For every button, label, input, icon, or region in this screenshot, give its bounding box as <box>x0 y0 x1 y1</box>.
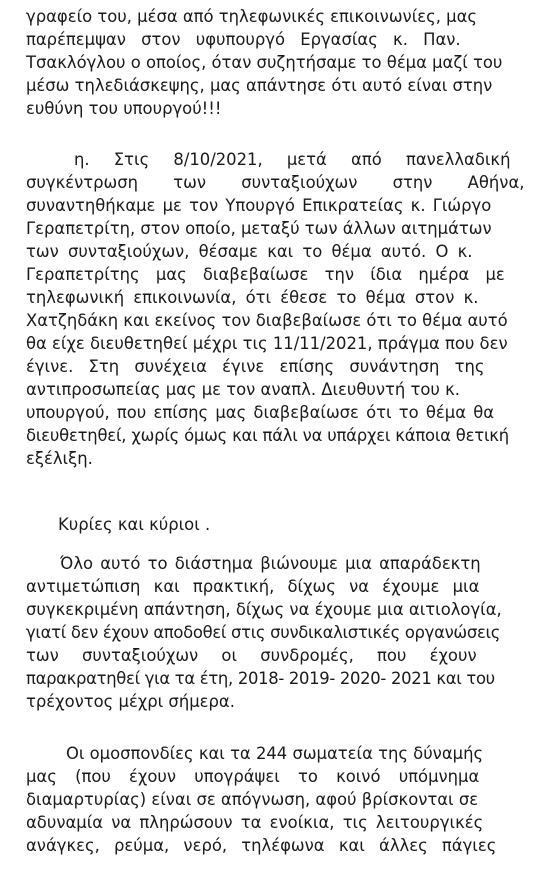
text-line-content: των συνταξιούχων οι συνδρομές, που έχουν <box>26 646 477 665</box>
text-line-content: διευθετηθεί, χωρίς όμως και πάλι να υπάρχει κάποια θετική <box>26 426 509 445</box>
text-line <box>0 598 537 621</box>
text-line-content: των συνταξιούχων, θέσαμε και το θέμα αυτό. Ο κ. <box>26 242 473 261</box>
text-line <box>0 742 537 765</box>
text-line-content: Οι ομοσπονδίες και τα 244 σωματεία της δύναμής <box>66 744 484 763</box>
text-line <box>0 28 537 51</box>
text-line-content: εξέλιξη. <box>26 449 93 468</box>
paragraph-1 <box>0 5 537 120</box>
text-line <box>0 644 537 667</box>
text-line <box>0 286 537 309</box>
text-line-content: Τσακλόγλου ο οποίος, όταν συζητήσαμε το θέμα μαζί του <box>26 53 503 72</box>
text-line <box>0 667 537 690</box>
text-line-content: συναντηθήκαμε με τον Υπουργό Επικρατείας κ. Γιώργο <box>26 196 492 215</box>
text-line <box>0 788 537 811</box>
text-line-content: παρακρατηθεί για τα έτη, 2018- 2019- 2020- 2021 και του <box>26 669 495 688</box>
text-line <box>0 575 537 598</box>
text-line <box>0 332 537 355</box>
text-line-content: γιατί δεν έχουν αποδοθεί στις συνδικαλιστικές οργανώσεις <box>26 623 501 642</box>
text-line <box>0 240 537 263</box>
text-line-content: Χατζηδάκη και εκείνος τον διαβεβαίωσε ότι το θέμα αυτό <box>26 311 508 330</box>
text-line-content: Γεραπετρίτη, στον οποίο, μεταξύ των άλλων αιτημάτων <box>26 219 492 238</box>
text-line <box>0 148 537 171</box>
text-line <box>0 378 537 401</box>
paragraph-3 <box>0 513 537 536</box>
text-line <box>0 309 537 332</box>
paragraph-5 <box>0 742 537 857</box>
text-line <box>0 811 537 834</box>
text-line-content: αντιμετώπιση και πρακτική, δίχως να έχουμε μια <box>26 577 480 596</box>
text-line-content: υπουργού, που επίσης μας διαβεβαίωσε ότι το θέμα θα <box>26 403 495 422</box>
text-line <box>0 51 537 74</box>
text-line-content: θα είχε διευθετηθεί μέχρι τις 11/11/2021, πράγμα που δεν <box>26 334 508 353</box>
text-line-content: παρέπεμψαν στον υφυπουργό Εργασίας κ. Παν. <box>26 30 461 49</box>
text-line-content: αντιπροσωπείας μας με τον αναπλ. Διευθυντή του κ. <box>26 380 460 399</box>
text-line-content: συγκεκριμένη απάντηση, δίχως να έχουμε μια αιτιολογία, <box>26 600 502 619</box>
text-line <box>0 552 537 575</box>
text-line <box>0 5 537 28</box>
text-line <box>0 263 537 286</box>
text-line-content: μας (που έχουν υπογράψει το κοινό υπόμνημα <box>26 767 480 786</box>
text-line <box>0 834 537 857</box>
text-line-content: διαμαρτυρίας) είναι σε απόγνωση, αφού βρίσκονται σε <box>26 790 479 809</box>
text-line-content: τρέχοντος μέχρι σήμερα. <box>26 692 235 711</box>
text-line-content: μέσω τηλεδιάσκεψης, μας απάντησε ότι αυτό είναι στην <box>26 76 493 95</box>
text-line <box>0 194 537 217</box>
text-line-content: ευθύνη του υπουργού!!! <box>26 99 222 118</box>
text-line-content: Γεραπετρίτης μας διαβεβαίωσε την ίδια ημέρα με <box>26 265 505 284</box>
text-line <box>0 401 537 424</box>
paragraph-4 <box>0 552 537 713</box>
text-line <box>0 217 537 240</box>
text-line-content: η. Στις 8/10/2021, μετά από πανελλαδική <box>74 150 511 169</box>
text-line <box>0 621 537 644</box>
text-line <box>0 447 537 470</box>
text-line-content: ανάγκες, ρεύμα, νερό, τηλέφωνα και άλλες πάγιες <box>26 836 497 855</box>
text-line-content: γραφείο του, μέσα από τηλεφωνικές επικοινωνίες, μας <box>26 7 478 26</box>
text-line <box>0 74 537 97</box>
text-line <box>0 424 537 447</box>
text-line-content: έγινε. Στη συνέχεια έγινε επίσης συνάντηση της <box>26 357 485 376</box>
text-line-content: αδυναμία να πληρώσουν τα ενοίκια, τις λειτουργικές <box>26 813 484 832</box>
text-line <box>0 355 537 378</box>
text-line <box>0 690 537 713</box>
text-line <box>0 513 537 536</box>
text-line-content: Κυρίες και κύριοι . <box>58 515 211 534</box>
text-line-content: τηλεφωνική επικοινωνία, ότι έθεσε το θέμα στον κ. <box>26 288 479 307</box>
text-line <box>0 171 537 194</box>
text-line <box>0 97 537 120</box>
text-line-content: Όλο αυτό το διάστημα βιώνουμε μια απαράδεκτη <box>60 554 481 573</box>
paragraph-2 <box>0 148 537 470</box>
text-line <box>0 765 537 788</box>
text-line-content: συγκέντρωση των συνταξιούχων στην Αθήνα, <box>26 173 525 192</box>
